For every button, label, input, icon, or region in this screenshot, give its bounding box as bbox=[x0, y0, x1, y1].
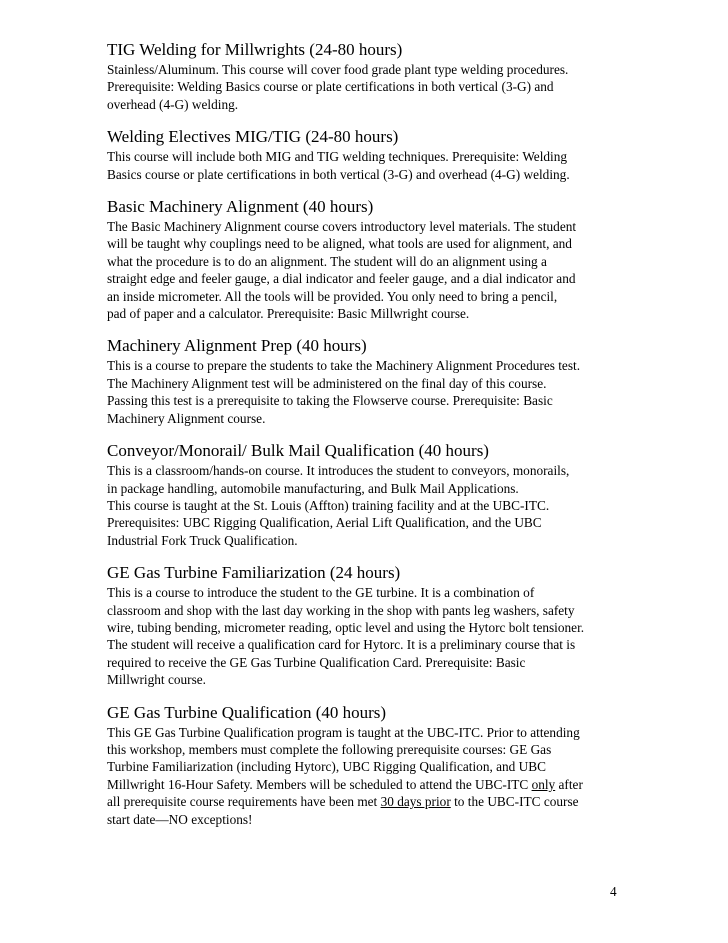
description-line: required to receive the GE Gas Turbine Qualification Card. Prerequisite: Basic bbox=[107, 654, 526, 670]
course-section bbox=[107, 441, 627, 549]
description-line: Stainless/Aluminum. This course will cover food grade plant type welding procedures. bbox=[107, 62, 569, 77]
description-line: straight edge and feeler gauge, a dial indicator and feeler gauge, and a dial indicator and bbox=[107, 271, 576, 287]
course-section-ge-gas-turbine-qualification bbox=[107, 703, 627, 828]
course-heading: TIG Welding for Millwrights (24-80 hours) bbox=[107, 40, 403, 59]
description-line: Millwright course. bbox=[107, 672, 206, 688]
description-line: overhead (4-G) welding. bbox=[107, 96, 239, 112]
course-heading: Conveyor/Monorail/ Bulk Mail Qualification (40 hours) bbox=[107, 441, 489, 461]
course-section bbox=[107, 563, 627, 688]
course-section bbox=[107, 127, 627, 183]
description-line: Prerequisite: Welding Basics course or plate certifications in both vertical (3-G) and bbox=[107, 79, 554, 95]
course-heading: Machinery Alignment Prep (40 hours) bbox=[107, 336, 367, 356]
description-line: classroom and shop with the last day working in the shop with pants leg washers, safety bbox=[107, 602, 575, 618]
description-line: The student will receive a qualification card for Hytorc. It is a preliminary course that is bbox=[107, 637, 576, 653]
course-heading: GE Gas Turbine Qualification (40 hours) bbox=[107, 702, 387, 722]
course-heading: GE Gas Turbine Familiarization (24 hours) bbox=[107, 563, 401, 583]
description-line: an inside micrometer. All the tools will be provided. You only need to bring a pencil, bbox=[107, 288, 558, 304]
description-line: start date—NO exceptions! bbox=[107, 811, 253, 827]
description-line: The Basic Machinery Alignment course covers introductory level materials. The student bbox=[107, 219, 577, 235]
description-line: Basics course or plate certifications in both vertical (3-G) and overhead (4-G) welding. bbox=[107, 166, 570, 182]
course-description bbox=[107, 148, 627, 183]
description-line: This GE Gas Turbine Qualification program is taught at the UBC-ITC. Prior to attending bbox=[107, 724, 580, 740]
course-section bbox=[107, 40, 627, 113]
course-sections bbox=[107, 40, 627, 689]
underlined-30-days-prior: 30 days prior bbox=[380, 794, 451, 810]
page-number: 4 bbox=[610, 884, 617, 899]
description-line: The Machinery Alignment test will be administered on the final day of this course. bbox=[107, 375, 547, 391]
description-line bbox=[107, 793, 627, 810]
course-description bbox=[107, 218, 627, 322]
description-line: wire, tubing bending, micrometer reading, optic level and using the Hytorc bolt tensioner. bbox=[107, 619, 585, 635]
course-heading: Basic Machinery Alignment (40 hours) bbox=[107, 197, 374, 217]
course-section bbox=[107, 336, 627, 427]
description-line: pad of paper and a calculator. Prerequisite: Basic Millwright course. bbox=[107, 306, 470, 322]
description-line: Industrial Fork Truck Qualification. bbox=[107, 532, 298, 548]
course-heading: Welding Electives MIG/TIG (24-80 hours) bbox=[107, 127, 399, 147]
line-text: all prerequisite course requirements have been met bbox=[107, 794, 381, 810]
description-line: This course will include both MIG and TIG welding techniques. Prerequisite: Welding bbox=[107, 149, 568, 165]
description-line: Passing this test is a prerequisite to taking the Flowserve course. Prerequisite: Basic bbox=[107, 393, 553, 409]
course-section bbox=[107, 197, 627, 322]
course-description bbox=[107, 357, 627, 427]
line-text: to the UBC-ITC course bbox=[450, 794, 579, 810]
description-line: This is a classroom/hands-on course. It introduces the student to conveyors, monorails, bbox=[107, 463, 570, 479]
line-text: after bbox=[555, 776, 583, 792]
description-line: Prerequisites: UBC Rigging Qualification, Aerial Lift Qualification, and the UBC bbox=[107, 515, 542, 531]
underlined-only: only bbox=[531, 776, 556, 792]
description-line: will be taught why couplings need to be aligned, what tools are used for alignment, and bbox=[107, 236, 572, 252]
description-line: Turbine Familiarization (including Hytorc), UBC Rigging Qualification, and UBC bbox=[107, 759, 546, 775]
description-line bbox=[107, 776, 627, 793]
description-line: this workshop, members must complete the following prerequisite courses: GE Gas bbox=[107, 741, 552, 757]
description-line: Machinery Alignment course. bbox=[107, 410, 266, 426]
description-line: what the procedure is to do an alignment. The student will do an alignment using a bbox=[107, 253, 547, 269]
course-description bbox=[107, 584, 627, 688]
course-description bbox=[107, 61, 627, 113]
description-line: in package handling, automobile manufacturing, and Bulk Mail Applications. bbox=[107, 480, 519, 496]
course-description bbox=[107, 724, 627, 828]
line-text: Millwright 16-Hour Safety. Members will be scheduled to attend the UBC-ITC bbox=[107, 776, 532, 792]
document-page bbox=[107, 40, 627, 842]
description-line: This is a course to prepare the students to take the Machinery Alignment Procedures test. bbox=[107, 358, 581, 374]
course-description bbox=[107, 462, 627, 549]
description-line: This course is taught at the St. Louis (Affton) training facility and at the UBC-ITC. bbox=[107, 497, 550, 513]
description-line: This is a course to introduce the student to the GE turbine. It is a combination of bbox=[107, 585, 535, 601]
